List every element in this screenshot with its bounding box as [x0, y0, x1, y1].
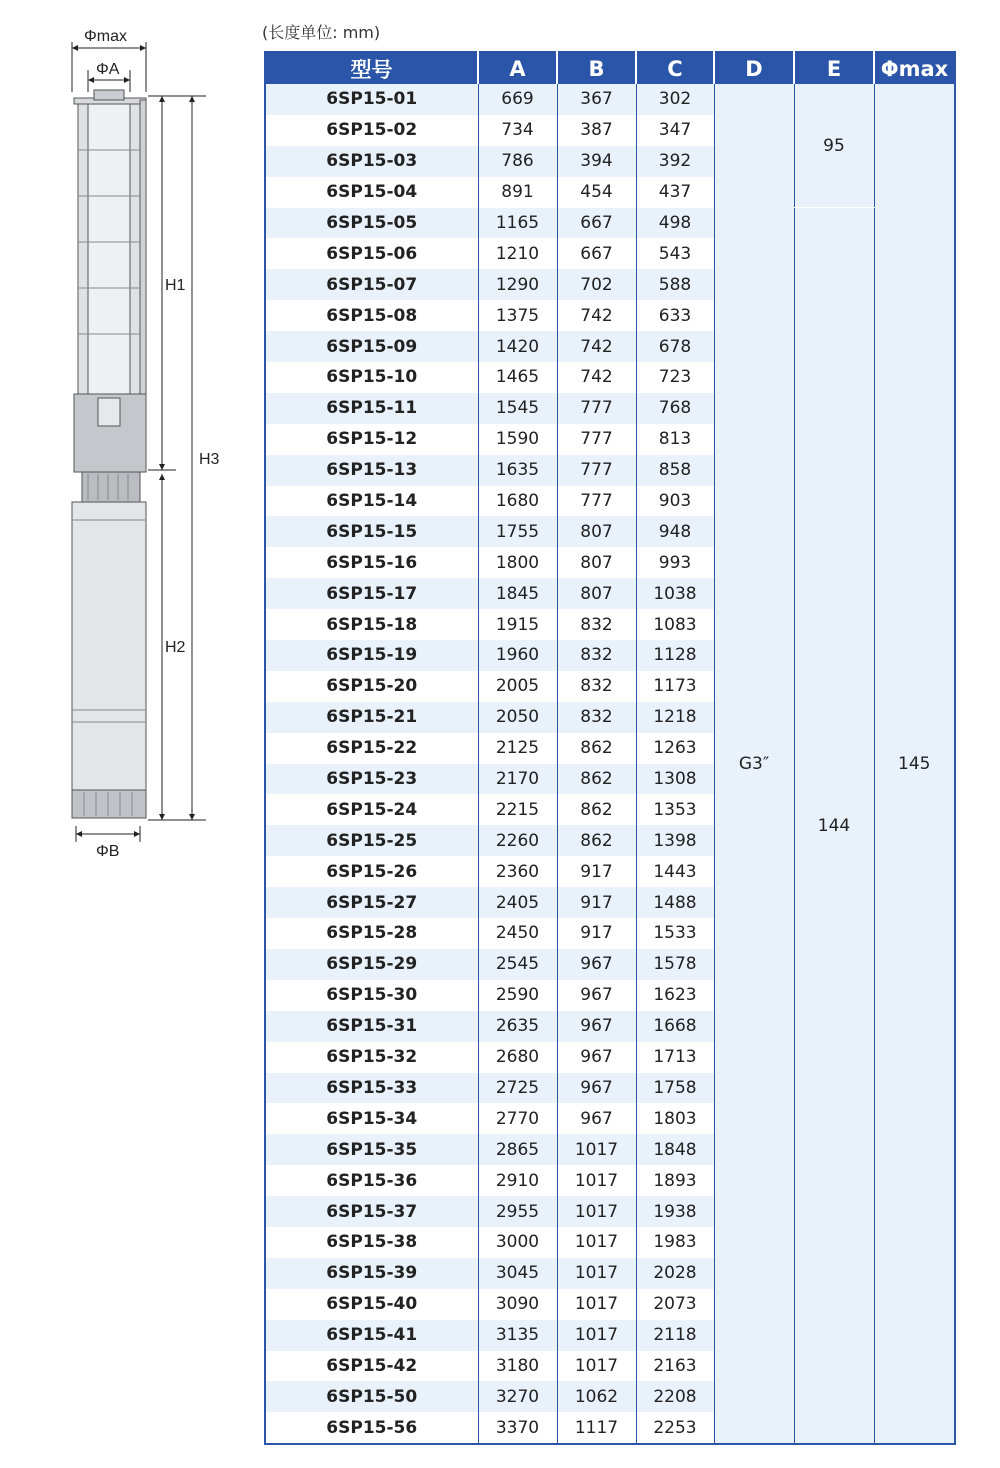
table-header [265, 52, 955, 84]
b-cell: 777 [557, 486, 636, 517]
table-row [265, 84, 955, 115]
b-cell: 702 [557, 269, 636, 300]
model-cell: 6SP15-28 [265, 918, 478, 949]
phi-b-label: ΦB [96, 843, 120, 860]
model-cell: 6SP15-15 [265, 516, 478, 547]
c-cell: 2028 [636, 1258, 714, 1289]
model-cell: 6SP15-19 [265, 640, 478, 671]
c-cell: 1578 [636, 949, 714, 980]
header-a: A [478, 52, 557, 84]
model-cell: 6SP15-36 [265, 1165, 478, 1196]
b-cell: 862 [557, 794, 636, 825]
header-e: E [794, 52, 874, 84]
a-cell: 3180 [478, 1351, 557, 1382]
b-cell: 777 [557, 393, 636, 424]
model-cell: 6SP15-08 [265, 300, 478, 331]
a-cell: 2405 [478, 887, 557, 918]
model-cell: 6SP15-38 [265, 1227, 478, 1258]
b-cell: 967 [557, 949, 636, 980]
b-cell: 367 [557, 84, 636, 115]
c-cell: 678 [636, 331, 714, 362]
model-cell: 6SP15-05 [265, 208, 478, 239]
c-cell: 1398 [636, 825, 714, 856]
c-cell: 1038 [636, 578, 714, 609]
b-cell: 967 [557, 980, 636, 1011]
b-cell: 1062 [557, 1381, 636, 1412]
c-cell: 1758 [636, 1073, 714, 1104]
a-cell: 1960 [478, 640, 557, 671]
dimension-table [264, 51, 956, 1445]
model-cell: 6SP15-01 [265, 84, 478, 115]
model-cell: 6SP15-33 [265, 1073, 478, 1104]
model-cell: 6SP15-25 [265, 825, 478, 856]
model-cell: 6SP15-04 [265, 177, 478, 208]
b-cell: 1017 [557, 1134, 636, 1165]
a-cell: 2910 [478, 1165, 557, 1196]
header-d: D [714, 52, 794, 84]
a-cell: 1375 [478, 300, 557, 331]
a-cell: 1420 [478, 331, 557, 362]
b-cell: 1117 [557, 1412, 636, 1444]
a-cell: 2125 [478, 733, 557, 764]
a-cell: 1680 [478, 486, 557, 517]
model-cell: 6SP15-16 [265, 547, 478, 578]
a-cell: 2215 [478, 794, 557, 825]
b-cell: 832 [557, 671, 636, 702]
a-cell: 891 [478, 177, 557, 208]
a-cell: 3370 [478, 1412, 557, 1444]
b-cell: 742 [557, 362, 636, 393]
pump-dimension-diagram [0, 0, 260, 900]
model-cell: 6SP15-27 [265, 887, 478, 918]
b-cell: 917 [557, 887, 636, 918]
model-cell: 6SP15-11 [265, 393, 478, 424]
a-cell: 1590 [478, 424, 557, 455]
c-cell: 948 [636, 516, 714, 547]
model-cell: 6SP15-13 [265, 455, 478, 486]
b-cell: 967 [557, 1073, 636, 1104]
a-cell: 3270 [478, 1381, 557, 1412]
a-cell: 2865 [478, 1134, 557, 1165]
c-cell: 858 [636, 455, 714, 486]
b-cell: 1017 [557, 1351, 636, 1382]
b-cell: 667 [557, 238, 636, 269]
c-cell: 543 [636, 238, 714, 269]
phi-a-label: ΦA [96, 61, 120, 78]
a-cell: 2050 [478, 702, 557, 733]
c-cell: 1623 [636, 980, 714, 1011]
model-cell: 6SP15-02 [265, 115, 478, 146]
b-cell: 832 [557, 702, 636, 733]
b-cell: 967 [557, 1011, 636, 1042]
a-cell: 2545 [478, 949, 557, 980]
a-cell: 1755 [478, 516, 557, 547]
model-cell: 6SP15-40 [265, 1289, 478, 1320]
model-cell: 6SP15-32 [265, 1042, 478, 1073]
c-cell: 1713 [636, 1042, 714, 1073]
c-cell: 1938 [636, 1196, 714, 1227]
b-cell: 807 [557, 578, 636, 609]
header-b: B [557, 52, 636, 84]
b-cell: 967 [557, 1103, 636, 1134]
a-cell: 2590 [478, 980, 557, 1011]
e-merged-cell-top: 95 [794, 84, 874, 208]
c-cell: 1173 [636, 671, 714, 702]
a-cell: 3045 [478, 1258, 557, 1289]
c-cell: 498 [636, 208, 714, 239]
c-cell: 1083 [636, 609, 714, 640]
c-cell: 768 [636, 393, 714, 424]
c-cell: 588 [636, 269, 714, 300]
a-cell: 1845 [478, 578, 557, 609]
c-cell: 392 [636, 146, 714, 177]
h3-label: H3 [199, 451, 220, 468]
model-cell: 6SP15-41 [265, 1320, 478, 1351]
c-cell: 1893 [636, 1165, 714, 1196]
b-cell: 967 [557, 1042, 636, 1073]
c-cell: 437 [636, 177, 714, 208]
model-cell: 6SP15-22 [265, 733, 478, 764]
c-cell: 2118 [636, 1320, 714, 1351]
model-cell: 6SP15-42 [265, 1351, 478, 1382]
model-cell: 6SP15-03 [265, 146, 478, 177]
b-cell: 1017 [557, 1227, 636, 1258]
model-cell: 6SP15-39 [265, 1258, 478, 1289]
a-cell: 2770 [478, 1103, 557, 1134]
table-row [265, 208, 955, 239]
phi-max-merged-cell: 145 [874, 84, 955, 1444]
b-cell: 1017 [557, 1165, 636, 1196]
c-cell: 1488 [636, 887, 714, 918]
c-cell: 1353 [636, 794, 714, 825]
model-cell: 6SP15-06 [265, 238, 478, 269]
b-cell: 807 [557, 516, 636, 547]
a-cell: 1915 [478, 609, 557, 640]
model-cell: 6SP15-30 [265, 980, 478, 1011]
b-cell: 1017 [557, 1320, 636, 1351]
a-cell: 1800 [478, 547, 557, 578]
a-cell: 2360 [478, 856, 557, 887]
a-cell: 2170 [478, 764, 557, 795]
c-cell: 813 [636, 424, 714, 455]
b-cell: 454 [557, 177, 636, 208]
c-cell: 1668 [636, 1011, 714, 1042]
model-cell: 6SP15-26 [265, 856, 478, 887]
c-cell: 2253 [636, 1412, 714, 1444]
model-cell: 6SP15-23 [265, 764, 478, 795]
c-cell: 2163 [636, 1351, 714, 1382]
a-cell: 1465 [478, 362, 557, 393]
model-cell: 6SP15-37 [265, 1196, 478, 1227]
a-cell: 1165 [478, 208, 557, 239]
b-cell: 742 [557, 331, 636, 362]
header-model: 型号 [265, 52, 478, 84]
c-cell: 1308 [636, 764, 714, 795]
model-cell: 6SP15-21 [265, 702, 478, 733]
model-cell: 6SP15-17 [265, 578, 478, 609]
a-cell: 2955 [478, 1196, 557, 1227]
c-cell: 2073 [636, 1289, 714, 1320]
b-cell: 862 [557, 825, 636, 856]
a-cell: 669 [478, 84, 557, 115]
c-cell: 1533 [636, 918, 714, 949]
a-cell: 734 [478, 115, 557, 146]
e-merged-cell-bottom: 144 [794, 208, 874, 1445]
b-cell: 1017 [557, 1258, 636, 1289]
c-cell: 1218 [636, 702, 714, 733]
b-cell: 777 [557, 455, 636, 486]
b-cell: 1017 [557, 1289, 636, 1320]
a-cell: 3000 [478, 1227, 557, 1258]
model-cell: 6SP15-35 [265, 1134, 478, 1165]
b-cell: 917 [557, 856, 636, 887]
c-cell: 302 [636, 84, 714, 115]
c-cell: 1263 [636, 733, 714, 764]
c-cell: 903 [636, 486, 714, 517]
b-cell: 1017 [557, 1196, 636, 1227]
b-cell: 807 [557, 547, 636, 578]
a-cell: 2450 [478, 918, 557, 949]
model-cell: 6SP15-20 [265, 671, 478, 702]
a-cell: 2260 [478, 825, 557, 856]
h2-label: H2 [165, 639, 186, 656]
b-cell: 394 [557, 146, 636, 177]
b-cell: 832 [557, 640, 636, 671]
model-cell: 6SP15-09 [265, 331, 478, 362]
a-cell: 1210 [478, 238, 557, 269]
model-cell: 6SP15-50 [265, 1381, 478, 1412]
a-cell: 1545 [478, 393, 557, 424]
c-cell: 1848 [636, 1134, 714, 1165]
model-cell: 6SP15-12 [265, 424, 478, 455]
c-cell: 1983 [636, 1227, 714, 1258]
model-cell: 6SP15-24 [265, 794, 478, 825]
model-cell: 6SP15-56 [265, 1412, 478, 1444]
a-cell: 3135 [478, 1320, 557, 1351]
unit-note: (长度单位: mm) [262, 23, 381, 42]
b-cell: 917 [557, 918, 636, 949]
model-cell: 6SP15-18 [265, 609, 478, 640]
c-cell: 1803 [636, 1103, 714, 1134]
b-cell: 832 [557, 609, 636, 640]
c-cell: 633 [636, 300, 714, 331]
model-cell: 6SP15-10 [265, 362, 478, 393]
a-cell: 1635 [478, 455, 557, 486]
header-c: C [636, 52, 714, 84]
a-cell: 2005 [478, 671, 557, 702]
b-cell: 667 [557, 208, 636, 239]
a-cell: 1290 [478, 269, 557, 300]
b-cell: 777 [557, 424, 636, 455]
h1-label: H1 [165, 277, 186, 294]
b-cell: 387 [557, 115, 636, 146]
phi-max-label: Φmax [84, 28, 127, 45]
c-cell: 723 [636, 362, 714, 393]
b-cell: 742 [557, 300, 636, 331]
a-cell: 2635 [478, 1011, 557, 1042]
b-cell: 862 [557, 764, 636, 795]
model-cell: 6SP15-07 [265, 269, 478, 300]
a-cell: 2680 [478, 1042, 557, 1073]
b-cell: 862 [557, 733, 636, 764]
c-cell: 1128 [636, 640, 714, 671]
c-cell: 2208 [636, 1381, 714, 1412]
table-body [265, 84, 955, 1444]
a-cell: 3090 [478, 1289, 557, 1320]
a-cell: 2725 [478, 1073, 557, 1104]
c-cell: 993 [636, 547, 714, 578]
a-cell: 786 [478, 146, 557, 177]
header-phi-max: Φmax [874, 52, 955, 84]
model-cell: 6SP15-29 [265, 949, 478, 980]
model-cell: 6SP15-31 [265, 1011, 478, 1042]
model-cell: 6SP15-14 [265, 486, 478, 517]
model-cell: 6SP15-34 [265, 1103, 478, 1134]
c-cell: 1443 [636, 856, 714, 887]
c-cell: 347 [636, 115, 714, 146]
d-merged-cell: G3″ [714, 84, 794, 1444]
